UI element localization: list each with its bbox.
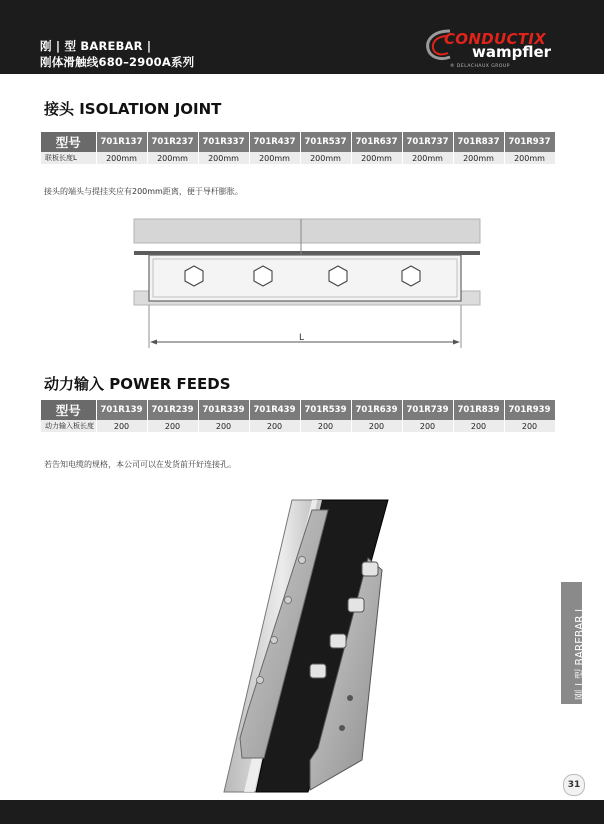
model-cell: 701R537 <box>300 132 351 152</box>
model-cell: 701R539 <box>300 400 351 420</box>
bolt-icon <box>402 266 420 286</box>
isolation-joint-diagram <box>132 214 484 348</box>
header-subtitle: 刚体滑触线680–2900A系列 <box>40 55 195 69</box>
value-cell: 200 <box>96 420 147 432</box>
logo-sub-text: wampfler <box>472 43 552 61</box>
model-cell: 701R337 <box>198 132 249 152</box>
model-cell: 701R237 <box>147 132 198 152</box>
model-cell: 701R837 <box>453 132 504 152</box>
model-cell: 701R437 <box>249 132 300 152</box>
model-cell: 701R137 <box>96 132 147 152</box>
value-cell: 200mm <box>453 152 504 164</box>
table-row <box>41 152 555 164</box>
table-header-row <box>41 400 555 420</box>
value-cell: 200mm <box>249 152 300 164</box>
value-cell: 200mm <box>351 152 402 164</box>
bolt-icon <box>348 598 364 612</box>
power-feeds-table <box>41 400 556 432</box>
model-header-cell: 型号 <box>41 400 96 420</box>
bolt-icon <box>362 562 378 576</box>
model-cell: 701R839 <box>453 400 504 420</box>
model-cell: 701R737 <box>402 132 453 152</box>
model-cell: 701R739 <box>402 400 453 420</box>
value-cell: 200mm <box>96 152 147 164</box>
isolation-joint-table <box>41 132 556 164</box>
side-tab-label: 刚 | 型 BAREBAR | <box>574 608 586 700</box>
value-cell: 200mm <box>147 152 198 164</box>
page-footer <box>0 800 604 824</box>
isolation-joint-note: 接头的端头与提挂夹应有200mm距离，便于导杆膨胀。 <box>44 187 243 196</box>
value-cell: 200mm <box>504 152 555 164</box>
model-cell: 701R637 <box>351 132 402 152</box>
value-cell: 200 <box>351 420 402 432</box>
model-cell: 701R939 <box>504 400 555 420</box>
model-cell: 701R239 <box>147 400 198 420</box>
isolation-joint-title: 接头 ISOLATION JOINT <box>44 100 222 118</box>
model-cell: 701R639 <box>351 400 402 420</box>
value-cell: 200 <box>300 420 351 432</box>
bolt-icon <box>185 266 203 286</box>
value-cell: 200mm <box>402 152 453 164</box>
bolt-icon <box>330 634 346 648</box>
logo-group-text: ® DELACHAUX GROUP <box>450 64 510 69</box>
model-cell: 701R937 <box>504 132 555 152</box>
dimension-label: L <box>299 333 305 343</box>
power-feed-illustration <box>200 498 400 798</box>
model-header-cell: 型号 <box>41 132 96 152</box>
value-cell: 200 <box>147 420 198 432</box>
value-cell: 200 <box>402 420 453 432</box>
table-row <box>41 420 555 432</box>
row-label-cell: 动力输入板长度 <box>41 420 96 432</box>
power-feeds-note: 若告知电缆的规格，本公司可以在发货前开好连接孔。 <box>44 460 236 469</box>
arrow-left-icon <box>150 340 157 345</box>
section-side-tab <box>561 582 586 704</box>
value-cell: 200mm <box>300 152 351 164</box>
value-cell: 200 <box>198 420 249 432</box>
conductix-wampfler-logo <box>424 27 564 71</box>
bolt-icon <box>329 266 347 286</box>
value-cell: 200 <box>453 420 504 432</box>
header-title: 刚 | 型 BAREBAR | <box>40 39 152 53</box>
page-number: 31 <box>563 774 585 796</box>
model-cell: 701R139 <box>96 400 147 420</box>
logo-brand-text: CONDUCTIX <box>444 30 547 48</box>
row-label-cell: 联板长度L <box>41 152 96 164</box>
model-cell: 701R439 <box>249 400 300 420</box>
table-header-row <box>41 132 555 152</box>
bolt-icon <box>310 664 326 678</box>
value-cell: 200 <box>504 420 555 432</box>
value-cell: 200mm <box>198 152 249 164</box>
bolt-icon <box>254 266 272 286</box>
power-feeds-title: 动力输入 POWER FEEDS <box>44 375 231 393</box>
arrow-right-icon <box>453 340 460 345</box>
value-cell: 200 <box>249 420 300 432</box>
model-cell: 701R339 <box>198 400 249 420</box>
page-header <box>0 0 604 74</box>
